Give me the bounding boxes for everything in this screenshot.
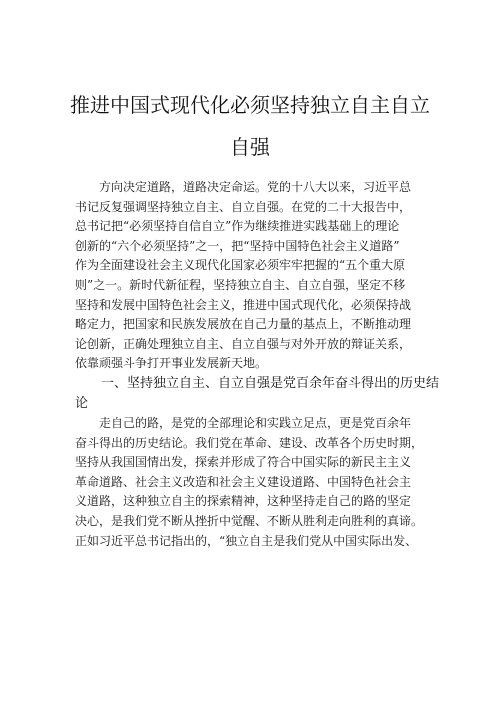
text-line: 略定力，把国家和民族发展放在自己力量的基点上，不断推动理 xyxy=(75,317,412,332)
document-title-line-2: 自强 xyxy=(230,135,270,159)
text-line: 作为全面建设社会主义现代化国家必须牢牢把握的“五个重大原 xyxy=(75,258,406,273)
text-line: 革命道路、社会主义改造和社会主义建设道路、中国特色社会主 xyxy=(75,474,412,489)
text-line: 正如习近平总书记指出的，“独立自主是我们党从中国实际出发、 xyxy=(75,533,418,548)
text-line: 方向决定道路，道路决定命运。党的十八大以来，习近平总 xyxy=(75,180,412,194)
section-paragraph xyxy=(75,414,430,551)
text-line: 走自己的路，是党的全部理论和实践立足点，更是党百余年 xyxy=(75,416,412,430)
intro-paragraph xyxy=(75,178,430,374)
text-line: 义道路，这种独立自主的探索精神，这种坚持走自己的路的坚定 xyxy=(75,494,412,509)
text-line: 总书记把“必须坚持自信自立”作为继续推进实践基础上的理论 xyxy=(75,219,400,234)
text-line: 坚持从我国国情出发，探索并形成了符合中国实际的新民主主义 xyxy=(75,455,412,470)
document-title-line-1: 推进中国式现代化必须坚持独立自主自立 xyxy=(70,93,430,117)
section-heading-line: 一、坚持独立自主、自立自强是党百余年奋斗得出的历史结 xyxy=(75,376,440,391)
text-line: 创新的“六个必须坚持”之一，把“坚持中国特色社会主义道路” xyxy=(75,238,400,253)
text-line: 坚持和发展中国特色社会主义，推进中国式现代化，必须保持战 xyxy=(75,297,412,312)
text-line: 书记反复强调坚持独立自主、自立自强。在党的二十大报告中， xyxy=(75,199,412,214)
document-title xyxy=(40,84,460,168)
text-line: 则”之一。新时代新征程，坚持独立自主、自立自强，坚定不移 xyxy=(75,277,406,292)
section-heading xyxy=(75,374,440,413)
text-line: 奋斗得出的历史结论。我们党在革命、建设、改革各个历史时期， xyxy=(75,435,424,450)
text-line: 决心，是我们党不断从挫折中觉醒、不断从胜利走向胜利的真谛。 xyxy=(75,513,424,528)
section-heading-line: 论 xyxy=(75,395,89,411)
text-line: 论创新，正确处理独立自主、自立自强与对外开放的辩证关系， xyxy=(75,336,412,351)
text-line: 依靠顽强斗争打开事业发展新天地。 xyxy=(75,356,268,371)
